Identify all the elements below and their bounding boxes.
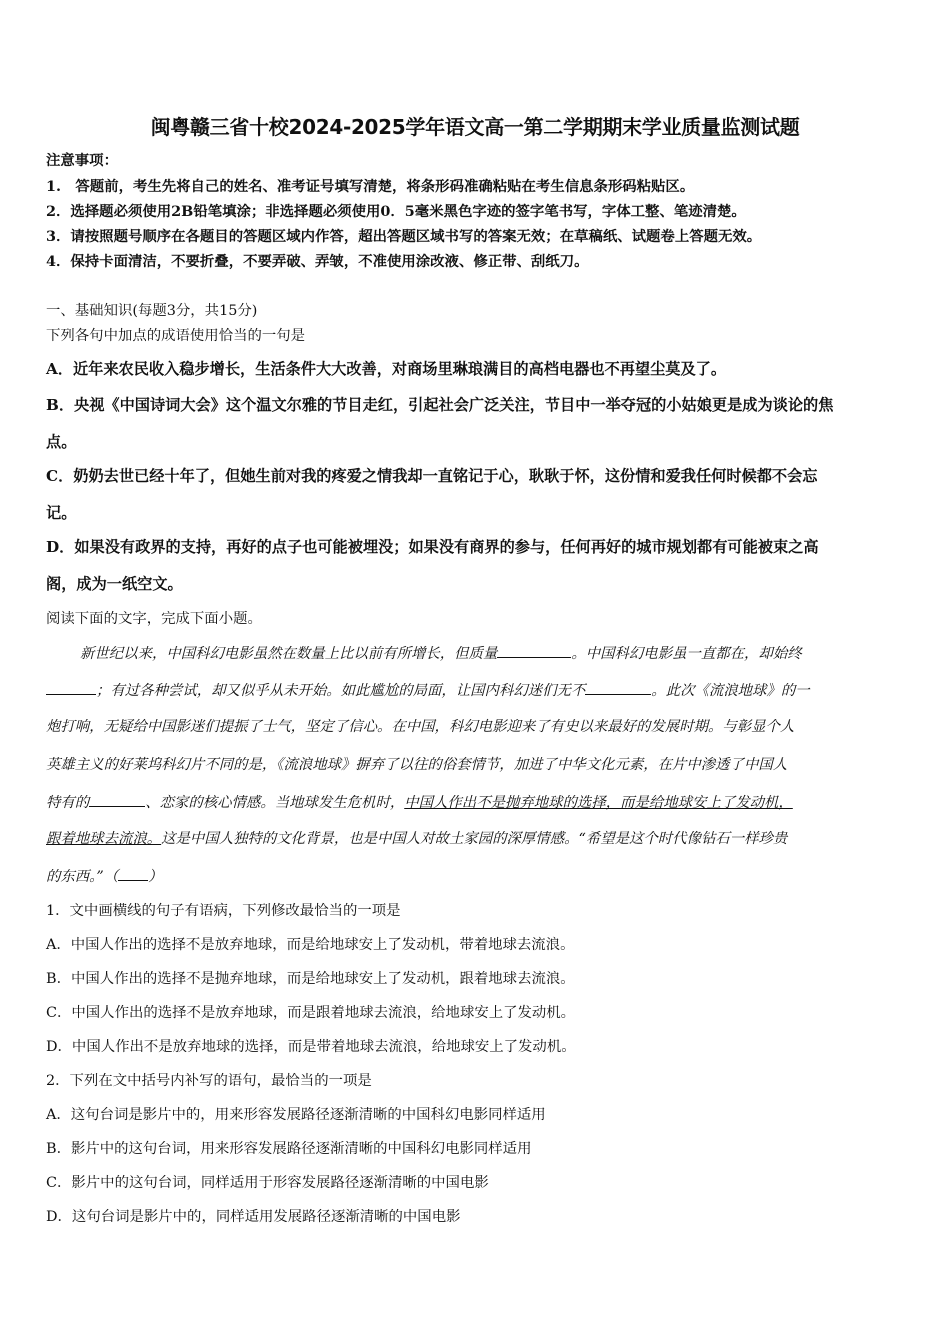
q2-option-b: B．影片中的这句台词，用来形容发展路径逐渐清晰的中国科幻电影同样适用 [46,1141,532,1157]
reading-intro: 阅读下面的文字，完成下面小题。 [46,611,262,627]
passage-text: 的东西。”（ [46,869,119,885]
notice-item-1: 1. 答题前，考生先将自己的姓名、准考证号填写清楚，将条形码准确粘贴在考生信息条形码粘贴区。 [46,178,695,195]
passage-line-6 [46,829,906,849]
answer-blank [585,680,651,695]
passage-text: 。此次《流浪地球》的一 [651,683,810,699]
option-b-line1: B．央视《中国诗词大会》这个温文尔雅的节目走红，引起社会广泛关注，节目中一举夺冠的小姑娘更是成为谈论的焦 [46,396,834,414]
option-c-line1: C．奶奶去世已经十年了，但她生前对我的疼爱之情我却一直铭记于心，耿耿于怀，这份情和爱我任何时候都不会忘 [46,467,818,485]
option-d-line1: D．如果没有政界的支持，再好的点子也可能被埋没；如果没有商界的参与，任何再好的城市规划都有可能被束之高 [46,538,819,556]
section-heading: 一、基础知识(每题3分，共15分) [46,303,258,319]
notice-item-2: 2．选择题必须使用2B铅笔填涂；非选择题必须使用0．5毫米黑色字迹的签字笔书写，字体工整、笔迹清楚。 [46,203,746,220]
passage-line-4: 英雄主义的好莱坞科幻片不同的是，《流浪地球》摒弃了以往的俗套情节，加进了中华文化元素，在片中渗透了中国人 [46,757,788,773]
passage-line-1 [46,643,906,664]
passage-text: 、恋家的核心情感。当地球发生危机时， [145,795,405,811]
passage-text: ；有过各种尝试，却又似乎从未开始。如此尴尬的局面，让国内科幻迷们无不 [96,683,586,699]
q1-stem: 1．文中画横线的句子有语病，下列修改最恰当的一项是 [46,903,401,919]
q1-option-c: C．中国人作出的选择不是放弃地球，而是跟着地球去流浪，给地球安上了发动机。 [46,1005,576,1021]
q1-option-d: D．中国人作出不是放弃地球的选择，而是带着地球去流浪，给地球安上了发动机。 [46,1039,576,1055]
passage-line-5 [46,792,906,813]
q2-option-c: C．影片中的这句台词，同样适用于形容发展路径逐渐清晰的中国电影 [46,1175,489,1191]
underlined-sentence: 跟着地球去流浪。 [46,831,162,847]
q2-option-a: A．这句台词是影片中的，用来形容发展路径逐渐清晰的中国科幻电影同样适用 [46,1107,546,1123]
page-title: 闽粤赣三省十校2024-2025学年语文高一第二学期期末学业质量监测试题 [150,115,800,139]
answer-blank [46,680,96,695]
section-question: 下列各句中加点的成语使用恰当的一句是 [46,328,306,344]
answer-blank [497,643,571,658]
passage-text: 这是中国人独特的文化背景，也是中国人对故土家园的深厚情感。“希望是这个时代像钻石一样珍贵 [161,831,788,847]
passage-text: 新世纪以来，中国科幻电影虽然在数量上比以前有所增长，但质量 [80,646,498,662]
q2-option-d: D．这句台词是影片中的，同样适用发展路径逐渐清晰的中国电影 [46,1209,461,1225]
q1-option-b: B．中国人作出的选择不是抛弃地球，而是给地球安上了发动机，跟着地球去流浪。 [46,971,575,987]
option-c-line2: 记。 [46,504,77,522]
option-d-line2: 阁，成为一纸空文。 [46,575,183,593]
answer-blank [118,866,148,881]
q2-stem: 2．下列在文中括号内补写的语句，最恰当的一项是 [46,1073,372,1089]
passage-line-7 [46,866,906,887]
answer-blank [89,792,145,807]
passage-text: 特有的 [46,795,90,811]
notice-item-4: 4．保持卡面清洁，不要折叠，不要弄破、弄皱，不准使用涂改液、修正带、刮纸刀。 [46,253,589,270]
passage-line-3: 炮打响，无疑给中国影迷们提振了士气，坚定了信心。在中国，科幻电影迎来了有史以来最好的发展时期。与彰显个人 [46,719,795,735]
passage-line-2 [46,680,906,701]
passage-text: ） [148,869,163,885]
notice-heading: 注意事项： [46,152,118,169]
option-b-line2: 点。 [46,433,77,451]
underlined-sentence: 中国人作出不是抛弃地球的选择，而是给地球安上了发动机， [404,795,793,811]
option-a: A．近年来农民收入稳步增长，生活条件大大改善，对商场里琳琅满目的高档电器也不再望尘莫及了。 [46,360,727,378]
q1-option-a: A．中国人作出的选择不是放弃地球，而是给地球安上了发动机，带着地球去流浪。 [46,937,575,953]
passage-text: 。中国科幻电影虽一直都在，却始终 [571,646,802,662]
notice-item-3: 3．请按照题号顺序在各题目的答题区域内作答，超出答题区域书写的答案无效；在草稿纸、试题卷上答题无效。 [46,228,762,245]
